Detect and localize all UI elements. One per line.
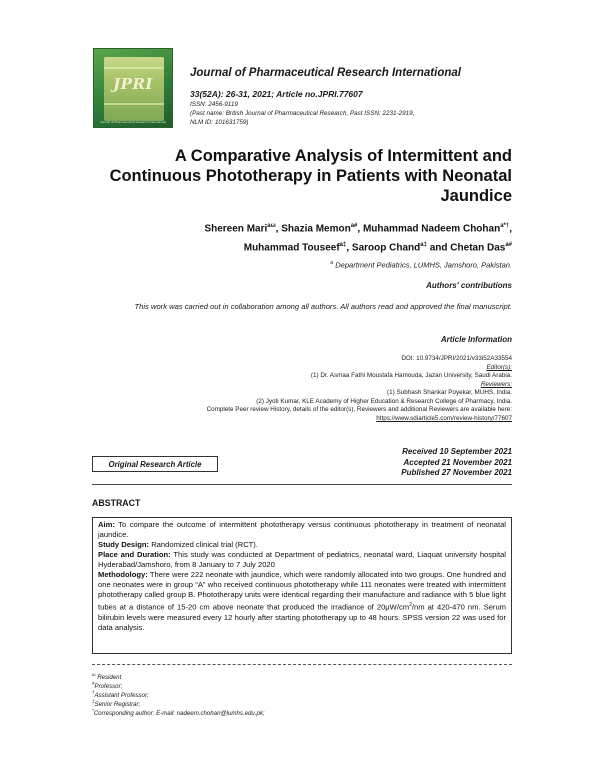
article-info-heading: Article Information <box>440 335 512 344</box>
author-name: Saroop Chand <box>351 242 421 254</box>
published-date: Published 27 November 2021 <box>401 468 512 477</box>
author-sep: , <box>275 223 282 235</box>
footnote <box>92 690 149 699</box>
doi: DOI: 10.9734/JPRI/2021/v33i52A33554 <box>401 355 512 362</box>
journal-issue: 33(52A): 26-31, 2021; Article no.JPRI.77607 <box>190 89 363 99</box>
method-text-cont: /nm at 420-470 nm. Serum bilirubin levels were measured every 12 hourly after starting phototherapy up to 48 hours. SPSS version 22 was used for data analysis. <box>98 602 506 632</box>
author-sep: , <box>509 223 512 235</box>
affiliation <box>330 260 512 270</box>
author-list <box>120 218 512 257</box>
design-text: Randomized clinical trial (RCT). <box>151 540 258 550</box>
author-sup: a‡ <box>420 242 427 249</box>
contributions-text: This work was carried out in collaboration among all authors. All authors read and approved the final manuscript. <box>134 302 512 311</box>
footnote <box>92 681 122 690</box>
abstract-method <box>98 570 506 633</box>
article-title <box>92 146 512 206</box>
peer-review-link[interactable]: https://www.sdiarticle5.com/review-history/77607 <box>376 415 512 422</box>
editor-name: (1) Dr. Asmaa Fathi Moustafa Hamouda, Jazan University, Saudi Arabia. <box>310 372 512 379</box>
method-text: There were 222 neonate with jaundice, which were randomly allocated into two groups. One hundred and one neonates were in group “A” who received continuous phototherapy while 111 neonates were treated with intermittent phototherapy called group B. Phototherapy units were identical regarding their manufacture and radiance with 5 blue light tubes at a distance of 15-20 cm above neonate that produced the irradiance of 20μW/cm <box>98 570 506 612</box>
abstract-heading: ABSTRACT <box>92 498 141 508</box>
contributions-heading: Authors' contributions <box>426 281 512 290</box>
reviewers-label: Reviewers: <box>480 381 512 388</box>
place-label: Place and Duration: <box>98 550 171 560</box>
journal-logo-caption: Journal of Pharmaceutical Research International <box>100 120 166 124</box>
journal-issn: ISSN: 2456-9119 <box>190 101 238 108</box>
footnote-sup: ‡ <box>92 699 95 704</box>
aim-label: Aim: <box>98 520 115 529</box>
author-name: Muhammad Nadeem Chohan <box>362 223 501 235</box>
footnote-text: Resident <box>97 674 122 682</box>
footnote <box>92 699 140 708</box>
design-label: Study Design: <box>98 540 150 550</box>
author-sup: aω <box>267 223 276 229</box>
affiliation-sup: a <box>330 260 334 266</box>
received-date: Received 10 September 2021 <box>402 447 512 456</box>
author-sep: and <box>426 242 451 254</box>
aim-text: To compare the outcome of intermittent phototherapy versus continuous phototherapy in treatment of neonatal jaundice. <box>98 520 506 540</box>
journal-name: Journal of Pharmaceutical Research International <box>190 67 461 79</box>
footnote-text: Assistant Professor; <box>94 692 149 700</box>
method-sup: 2 <box>409 602 412 609</box>
abstract-place <box>98 550 506 570</box>
footnote <box>92 708 265 717</box>
author-name: Shereen Mari <box>204 223 268 235</box>
divider <box>92 484 512 485</box>
author-sup: a*† <box>500 223 510 229</box>
reviewer-1: (1) Subhash Shankar Poyekar, MUHS, India. <box>387 389 512 396</box>
author-sup: a‡ <box>339 242 347 249</box>
abstract-design <box>98 540 506 550</box>
footnote-text: Senior Registrar; <box>94 701 141 709</box>
place-text: This study was conducted at Department of pediatrics, neonatal ward, Liaquat university hospital Hyderabad/Jamshoro, from 8 January to 7 July 2020 <box>98 550 506 570</box>
footnote-text: Professor; <box>94 683 123 691</box>
affiliation-text: Department Pediatrics, LUMHS, Jamshoro, Pakistan. <box>335 260 512 270</box>
footnote <box>92 672 121 681</box>
editor-label: Editor(s): <box>486 364 512 371</box>
article-dates <box>401 447 512 479</box>
footnote-divider <box>92 664 512 665</box>
title-line: Jaundice <box>440 187 512 205</box>
journal-logo <box>93 48 173 128</box>
accepted-date: Accepted 21 November 2021 <box>403 457 512 467</box>
footnote-sup: # <box>92 681 95 686</box>
footnote-sup: * <box>92 708 94 713</box>
reviewer-2: (2) Jyoti Kumar, KLE Academy of Higher Education & Research College of Pharmacy, India. <box>256 398 512 405</box>
author-name: Muhammad Touseef <box>243 242 340 254</box>
footnote-text: Corresponding author: E-mail: nadeem.chohan@lumhs.edu.pk; <box>93 710 265 718</box>
author-sep: , <box>357 223 363 235</box>
title-line: Continuous Phototherapy in Patients with Neonatal <box>109 167 512 185</box>
article-type-badge: Original Research Article <box>92 456 218 472</box>
abstract-aim <box>98 520 506 540</box>
journal-nlm-id: NLM ID: 101631759) <box>190 119 249 126</box>
method-label: Methodology: <box>98 570 148 580</box>
journal-past-name: (Past name: British Journal of Pharmaceutical Research, Past ISSN: 2231-2919, <box>190 110 415 117</box>
abstract-box <box>92 517 512 654</box>
footnote-sup: ω <box>92 672 96 677</box>
footnote-sup: † <box>92 690 95 695</box>
author-sup: a# <box>505 242 512 249</box>
peer-review-note: Complete Peer review History, details of the editor(s), Reviewers and additional Reviewers are available here: <box>206 406 512 413</box>
author-sup: a# <box>350 223 358 229</box>
author-sep: , <box>346 242 352 254</box>
journal-logo-text: JPRI <box>113 75 153 93</box>
title-line: A Comparative Analysis of Intermittent and <box>174 147 512 165</box>
author-name: Shazia Memon <box>281 223 351 235</box>
author-name: Chetan Das <box>450 242 506 254</box>
